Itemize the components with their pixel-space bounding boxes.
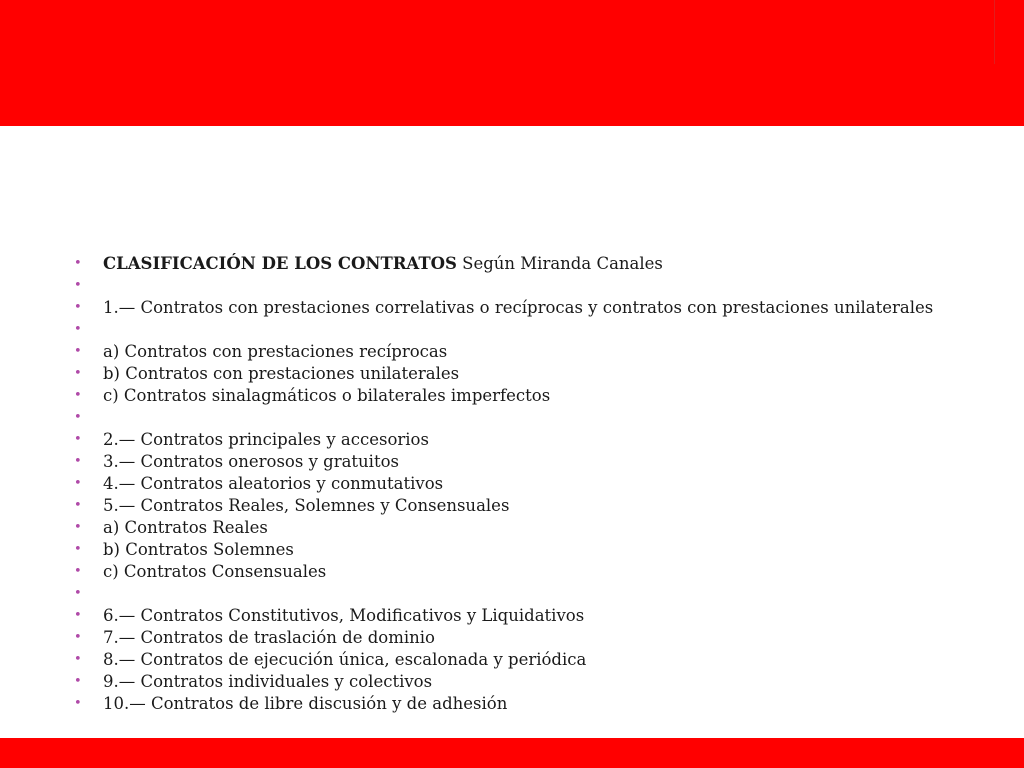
bullet-icon: • bbox=[74, 388, 82, 403]
bullet-list bbox=[74, 253, 974, 715]
bullet-icon: • bbox=[74, 674, 82, 689]
list-item-text: 7.— Contratos de traslación de dominio bbox=[103, 628, 435, 647]
bullet-icon: • bbox=[74, 432, 82, 447]
bullet-icon: • bbox=[74, 520, 82, 535]
list-item bbox=[74, 693, 974, 715]
bullet-icon: • bbox=[74, 322, 82, 337]
list-item-text: 3.— Contratos onerosos y gratuitos bbox=[103, 452, 399, 471]
list-item bbox=[74, 407, 974, 429]
list-item-text: 1.— Contratos con prestaciones correlativas o recíprocas y contratos con prestaciones unilaterales bbox=[103, 298, 934, 317]
list-item bbox=[74, 649, 974, 671]
bullet-icon: • bbox=[74, 542, 82, 557]
list-item bbox=[74, 605, 974, 627]
list-item bbox=[74, 561, 974, 583]
list-item bbox=[74, 451, 974, 473]
list-item bbox=[74, 539, 974, 561]
bullet-icon: • bbox=[74, 652, 82, 667]
bullet-icon: • bbox=[74, 586, 82, 601]
list-item bbox=[74, 671, 974, 693]
header-edge-line bbox=[994, 0, 995, 64]
list-item bbox=[74, 297, 974, 319]
list-item bbox=[74, 319, 974, 341]
list-item bbox=[74, 517, 974, 539]
bullet-icon: • bbox=[74, 696, 82, 711]
list-item bbox=[74, 583, 974, 605]
list-item-heading bbox=[74, 253, 974, 275]
bullet-icon: • bbox=[74, 278, 82, 293]
heading-rest: Según Miranda Canales bbox=[456, 254, 663, 273]
bullet-icon: • bbox=[74, 344, 82, 359]
list-item bbox=[74, 363, 974, 385]
list-item-text: 6.— Contratos Constitutivos, Modificativos y Liquidativos bbox=[103, 606, 585, 625]
list-item-text: 10.— Contratos de libre discusión y de adhesión bbox=[103, 694, 508, 713]
list-item bbox=[74, 385, 974, 407]
list-item-text: a) Contratos con prestaciones recíprocas bbox=[103, 342, 448, 361]
bullet-icon: • bbox=[74, 300, 82, 315]
bullet-icon: • bbox=[74, 410, 82, 425]
list-item-text: 8.— Contratos de ejecución única, escalonada y periódica bbox=[103, 650, 587, 669]
bullet-icon: • bbox=[74, 366, 82, 381]
list-item-text: b) Contratos Solemnes bbox=[103, 540, 294, 559]
list-item bbox=[74, 275, 974, 297]
footer-band bbox=[0, 738, 1024, 768]
list-item bbox=[74, 341, 974, 363]
heading-bold: CLASIFICACIÓN DE LOS CONTRATOS bbox=[103, 254, 457, 273]
bullet-icon: • bbox=[74, 564, 82, 579]
bullet-icon: • bbox=[74, 608, 82, 623]
list-item-text: b) Contratos con prestaciones unilaterales bbox=[103, 364, 460, 383]
bullet-icon: • bbox=[74, 256, 82, 271]
list-item-text: c) Contratos sinalagmáticos o bilaterales imperfectos bbox=[103, 386, 551, 405]
bullet-icon: • bbox=[74, 454, 82, 469]
bullet-icon: • bbox=[74, 630, 82, 645]
list-item-text: a) Contratos Reales bbox=[103, 518, 268, 537]
list-item-text: c) Contratos Consensuales bbox=[103, 562, 327, 581]
list-item-text: 9.— Contratos individuales y colectivos bbox=[103, 672, 433, 691]
list-item bbox=[74, 495, 974, 517]
bullet-icon: • bbox=[74, 498, 82, 513]
list-item bbox=[74, 627, 974, 649]
list-item-text: 5.— Contratos Reales, Solemnes y Consensuales bbox=[103, 496, 510, 515]
list-item-text: 4.— Contratos aleatorios y conmutativos bbox=[103, 474, 444, 493]
header-band bbox=[0, 0, 1024, 126]
bullet-icon: • bbox=[74, 476, 82, 491]
list-item-text: 2.— Contratos principales y accesorios bbox=[103, 430, 429, 449]
list-item bbox=[74, 473, 974, 495]
list-item bbox=[74, 429, 974, 451]
